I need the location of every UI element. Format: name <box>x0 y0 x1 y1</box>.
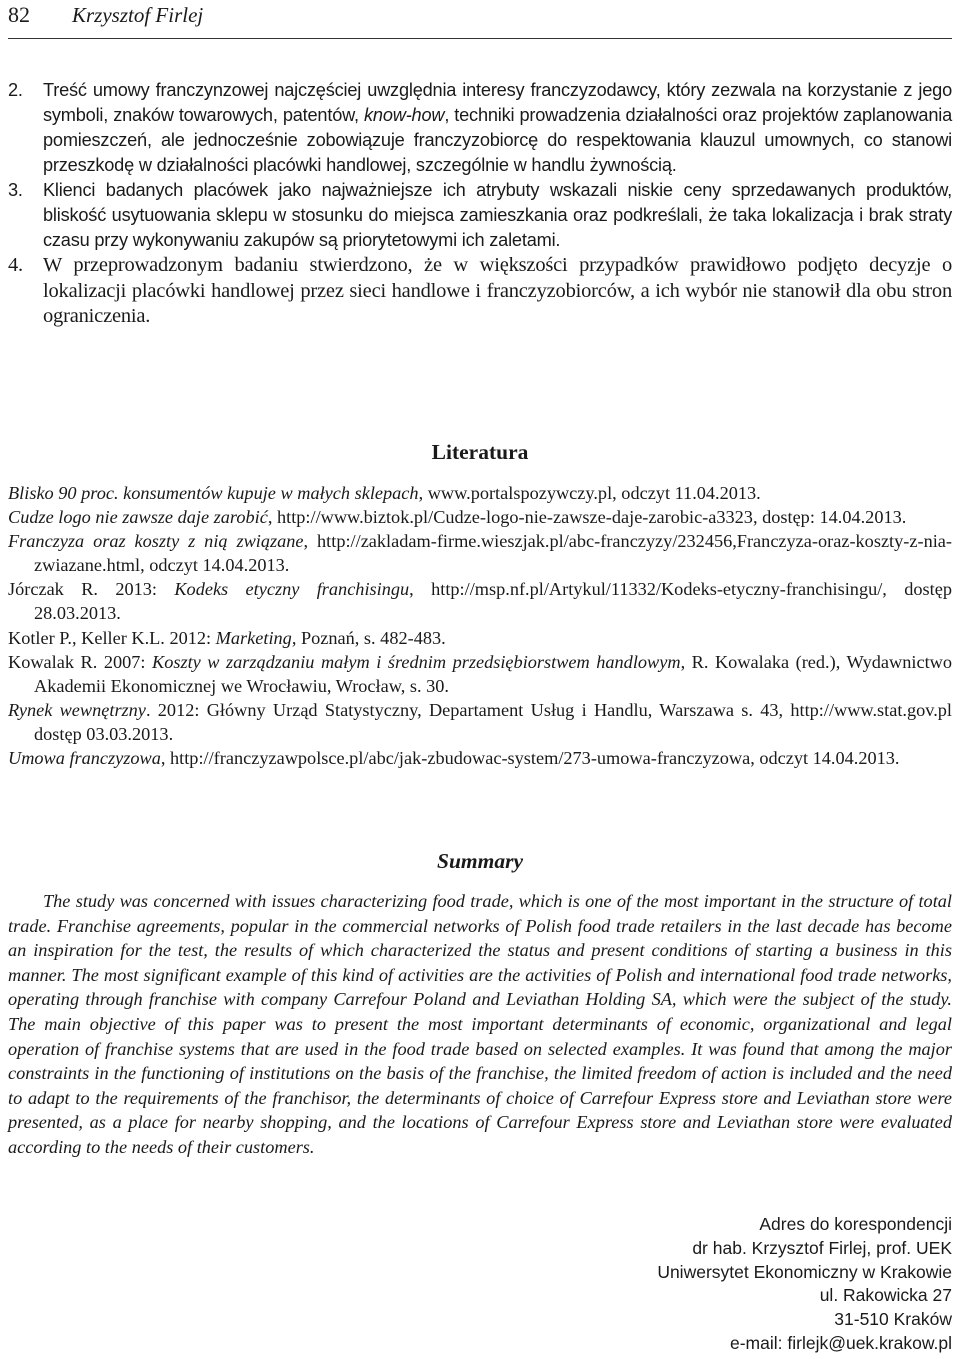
conclusion-italic-term: know-how <box>364 105 445 125</box>
address-email: e-mail: firlejk@uek.krakow.pl <box>730 1332 952 1353</box>
summary-heading: Summary <box>436 849 524 873</box>
conclusion-number: 3. <box>8 180 23 200</box>
reference-title: Franczyza oraz koszty z nią związane <box>8 531 304 552</box>
literature-heading: Literatura <box>431 440 529 464</box>
address-name: dr hab. Krzysztof Firlej, prof. UEK <box>692 1237 952 1258</box>
reference-title: Umowa franczyzowa <box>8 748 161 769</box>
reference-title: Cudze logo nie zawsze daje zarobić <box>8 507 268 528</box>
reference-title: Kodeks etyczny franchisingu <box>174 579 410 600</box>
reference-details: . 2012: Główny Urząd Statystyczny, Departament Usług i Handlu, Warszawa s. 43, http://www.stat.gov.pl dostęp 03.03.2013. <box>34 699 952 744</box>
reference-details: , http://zakladam-firme.wieszjak.pl/abc-franczyzy/232456,Franczyza-oraz-koszty-z-nia-zwiazane.html, odczyt 14.04.2013. <box>34 531 952 576</box>
reference-entry <box>8 505 952 529</box>
reference-entry <box>8 577 952 625</box>
reference-entry <box>8 529 952 577</box>
conclusion-text-cont: , techniki prowadzenia działalności oraz projektów zaplanowania pomieszczeń, ale jednocześnie zobowiązuje franczyzobiorcę do respektowania klauzul umownych, co stanowi przeszkodę w działalności placówki handlowej, szczególnie w handlu żywnością. <box>43 105 952 175</box>
conclusion-item <box>8 78 952 178</box>
correspondence-address <box>657 1213 952 1356</box>
reference-details: , http://franczyzawpolsce.pl/abc/jak-zbudowac-system/273-umowa-franczyzowa, odczyt 14.04.2013. <box>160 748 900 769</box>
reference-entry <box>8 650 952 698</box>
reference-details: , http://www.biztok.pl/Cudze-logo-nie-zawsze-daje-zarobic-a3323, dostęp: 14.04.2013. <box>267 507 907 528</box>
reference-author: Kowalak R. 2007: <box>8 651 153 672</box>
reference-entry <box>8 481 952 505</box>
reference-entry <box>8 698 952 746</box>
reference-details: , R. Kowalaka (red.), Wydawnictwo Akademii Ekonomicznej we Wrocławiu, Wrocław, s. 30. <box>34 651 952 696</box>
reference-entry <box>8 626 952 650</box>
reference-details: , Poznań, s. 482-483. <box>291 627 446 648</box>
reference-list <box>8 481 952 770</box>
reference-title: Marketing <box>215 627 292 648</box>
conclusion-number: 2. <box>8 80 23 100</box>
conclusion-text: W przeprowadzonym badaniu stwierdzono, że w większości przypadków prawidłowo podjęto decyzje o lokalizacji placówki handlowej przez sieci handlowe i franczyzobiorców, a ich wybór nie stanowił dla obu stron ograniczenia. <box>43 254 952 327</box>
address-institution: Uniwersytet Ekonomiczny w Krakowie <box>657 1261 952 1282</box>
address-street: ul. Rakowicka 27 <box>819 1285 952 1306</box>
conclusion-item <box>8 178 952 253</box>
running-header <box>8 0 952 39</box>
reference-title: Rynek wewnętrzny <box>8 699 146 720</box>
page-number: 82 <box>8 2 30 27</box>
conclusions-list <box>8 78 952 330</box>
reference-author: Jórczak R. 2013: <box>8 579 175 600</box>
conclusion-number: 4. <box>8 254 23 276</box>
address-label: Adres do korespondencji <box>759 1214 952 1234</box>
address-city: 31-510 Kraków <box>834 1309 952 1330</box>
running-author: Krzysztof Firlej <box>72 3 204 27</box>
reference-entry <box>8 746 952 770</box>
summary-paragraph: The study was concerned with issues characterizing food trade, which is one of the most important in the structure of total trade. Franchise agreements, popular in the commercial networks of Polish food trade retailers in the last decade has become an inspiration for the test, the results of which characterized the status and present conditions of starting a business in this manner. The most significant example of this kind of activities are the activities of Polish and international food trade networks, operating through franchise with company Carrefour Poland and Leviathan Holding SA, which were the subject of the study. The main objective of this paper was to present the most important determinants of economic, organizational and legal operation of franchise systems that are used in the food trade based on selected examples. It was found that among the major constraints in the functioning of institutions on the basis of the franchise, the limited freedom of action is included and the need to adapt to the requirements of the franchisor, the determinants of choice of Carrefour Express store and Leviathan store were presented, as a place for nearby shopping, and the locations of Carrefour Express store and Leviathan store were evaluated according to the needs of their customers. <box>8 891 952 1157</box>
conclusion-item <box>8 253 952 330</box>
conclusion-text: Klienci badanych placówek jako najważniejsze ich atrybuty wskazali niskie ceny sprzedawanych produktów, bliskość usytuowania sklepu w stosunku do miejsca zamieszkania oraz podkreślali, że taka lokalizacja i brak straty czasu przy wykonywaniu zakupów są priorytetowymi ich zaletami. <box>43 180 952 250</box>
reference-author: Kotler P., Keller K.L. 2012: <box>8 627 216 648</box>
reference-details: , www.portalspozywczy.pl, odczyt 11.04.2013. <box>418 483 761 503</box>
reference-title: Blisko 90 proc. konsumentów kupuje w małych sklepach <box>8 483 419 503</box>
reference-title: Koszty w zarządzaniu małym i średnim przedsiębiorstwem handlowym <box>152 651 681 672</box>
reference-details: , http://msp.nf.pl/Artykul/11332/Kodeks-etyczny-franchisingu/, dostęp 28.03.2013. <box>34 579 952 624</box>
conclusion-text: Treść umowy franczynzowej najczęściej uwzględnia interesy franczyzodawcy, który zezwala na korzystanie z jego symboli, znaków towarowych, patentów, <box>43 80 952 125</box>
